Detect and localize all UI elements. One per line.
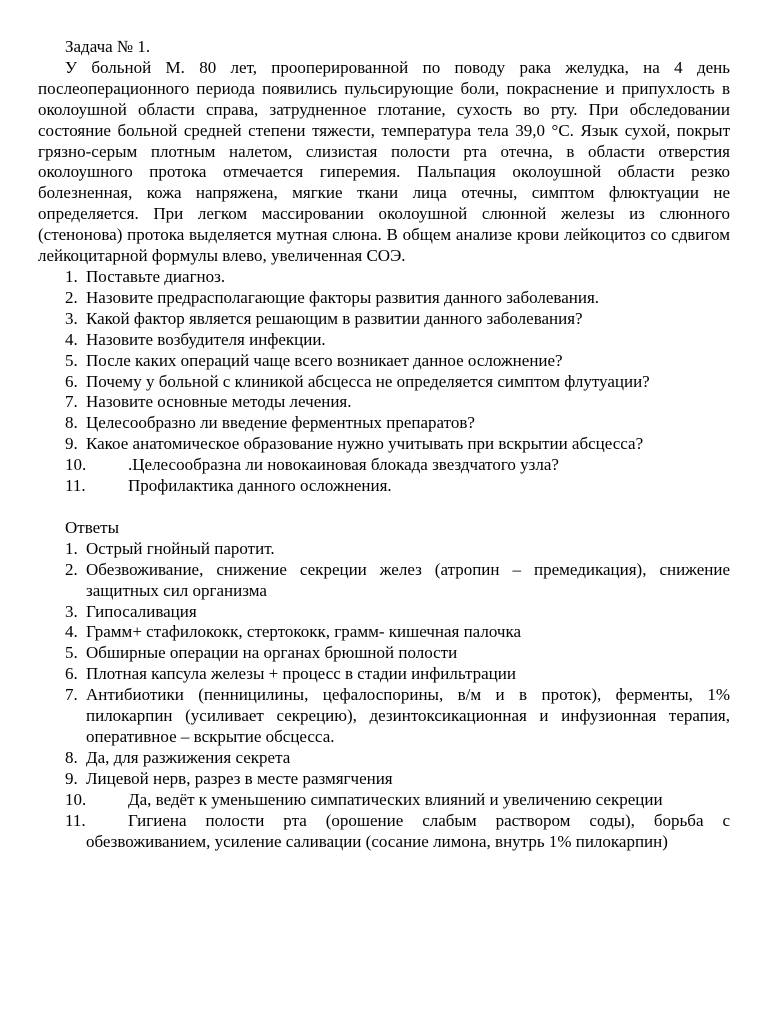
question-number: 1. xyxy=(65,266,78,286)
question-item xyxy=(38,309,730,330)
answer-item xyxy=(38,790,730,811)
questions-list xyxy=(38,267,730,497)
answer-item xyxy=(38,643,730,664)
answer-number: 6. xyxy=(65,664,78,684)
question-item xyxy=(38,434,730,455)
answer-text: Да, для разжижения секрета xyxy=(86,747,291,767)
question-item xyxy=(38,372,730,393)
question-number: 3. xyxy=(65,308,78,328)
question-text: Назовите предрасполагающие факторы развития данного заболевания. xyxy=(86,287,600,307)
question-item xyxy=(38,392,730,413)
question-item xyxy=(38,413,730,434)
question-item xyxy=(38,267,730,288)
answer-number: 11. xyxy=(65,810,86,830)
answer-text: Плотная капсула железы + процесс в стадии инфильтрации xyxy=(86,664,516,684)
answer-text: Лицевой нерв, разрез в месте размягчения xyxy=(86,768,393,788)
answer-text: Обширные операции на органах брюшной полости xyxy=(86,643,458,663)
answer-number: 5. xyxy=(65,643,78,663)
answer-item xyxy=(38,685,730,748)
answers-title: Ответы xyxy=(65,517,120,537)
question-item xyxy=(38,330,730,351)
answer-number: 10. xyxy=(65,789,87,809)
answer-number: 9. xyxy=(65,768,78,788)
answer-number: 2. xyxy=(65,559,78,579)
question-item xyxy=(38,288,730,309)
question-item xyxy=(38,476,730,497)
answer-item xyxy=(38,539,730,560)
question-item xyxy=(38,351,730,372)
answer-item xyxy=(38,748,730,769)
answer-text: Обезвоживание, снижение секреции желез (атропин – премедикация), снижение защитных сил организма xyxy=(86,559,730,600)
answer-item xyxy=(38,560,730,602)
question-number: 11. xyxy=(65,476,86,496)
question-text: Назовите основные методы лечения. xyxy=(86,392,352,412)
answer-number: 1. xyxy=(65,538,78,558)
question-number: 2. xyxy=(65,287,78,307)
answer-number: 3. xyxy=(65,601,78,621)
question-text: Профилактика данного осложнения. xyxy=(128,476,392,496)
answer-text: Гипосаливация xyxy=(86,601,197,621)
question-text: .Целесообразна ли новокаиновая блокада звездчатого узла? xyxy=(128,455,559,475)
question-item xyxy=(38,455,730,476)
question-text: Поставьте диагноз. xyxy=(86,266,226,286)
answer-text: Грамм+ стафилококк, стертококк, грамм- кишечная палочка xyxy=(86,622,522,642)
answer-item xyxy=(38,664,730,685)
document-page xyxy=(38,37,730,852)
answer-item xyxy=(38,602,730,623)
answer-number: 7. xyxy=(65,685,78,705)
task-title: Задача № 1. xyxy=(65,37,151,56)
section-gap xyxy=(38,497,730,518)
answer-item xyxy=(38,622,730,643)
answer-text: Антибиотики (пенницилины, цефалоспорины, в/м и в проток), ферменты, 1% пилокарпин (усиливает секрецию), дезинтоксикационная и инфузионная терапия, оперативное – вскрытие обсцесса. xyxy=(86,685,730,746)
question-text: Назовите возбудителя инфекции. xyxy=(86,329,326,349)
task-description: У больной М. 80 лет, прооперированной по поводу рака желудка, на 4 день послеоперационного периода появились пульсирующие боли, покраснение и припухлость в околоушной области справа, затрудненное глотание, сухость во рту. При обследовании состояние больной средней степени тяжести, температура тела 39,0 °С. Язык сухой, покрыт грязно-серым плотным налетом, слизистая полости рта отечна, в области отверстия околоушного протока отмечается гиперемия. Пальпация околоушной области резко болезненная, кожа напряжена, мягкие ткани лица отечны, симптом флюктуации не определяется. При легком массировании околоушной слюнной железы из слюнного (стенонова) протока выделяется мутная слюна. В общем анализе крови лейкоцитоз со сдвигом лейкоцитарной формулы влево, увеличенная СОЭ. xyxy=(38,57,730,266)
question-number: 10. xyxy=(65,455,87,475)
answer-text: Острый гнойный паротит. xyxy=(86,538,275,558)
answer-number: 4. xyxy=(65,622,78,642)
answers-list xyxy=(38,539,730,853)
answer-text: Гигиена полости рта (орошение слабым раствором соды), борьба с обезвоживанием, усиление саливации (сосание лимона, внутрь 1% пилокарпин) xyxy=(86,810,730,851)
question-text: Какое анатомическое образование нужно учитывать при вскрытии абсцесса? xyxy=(86,434,644,454)
answer-text: Да, ведёт к уменьшению симпатических влияний и увеличению секреции xyxy=(128,789,663,809)
question-number: 4. xyxy=(65,329,78,349)
question-number: 7. xyxy=(65,392,78,412)
question-text: Целесообразно ли введение ферментных препаратов? xyxy=(86,413,475,433)
answer-item xyxy=(38,769,730,790)
question-text: Какой фактор является решающим в развитии данного заболевания? xyxy=(86,308,583,328)
answer-item xyxy=(38,811,730,853)
question-number: 5. xyxy=(65,350,78,370)
question-text: Почему у больной с клиникой абсцесса не определяется симптом флутуации? xyxy=(86,371,650,391)
question-number: 6. xyxy=(65,371,78,391)
answer-number: 8. xyxy=(65,747,78,767)
question-number: 9. xyxy=(65,434,78,454)
question-text: После каких операций чаще всего возникает данное осложнение? xyxy=(86,350,563,370)
question-number: 8. xyxy=(65,413,78,433)
